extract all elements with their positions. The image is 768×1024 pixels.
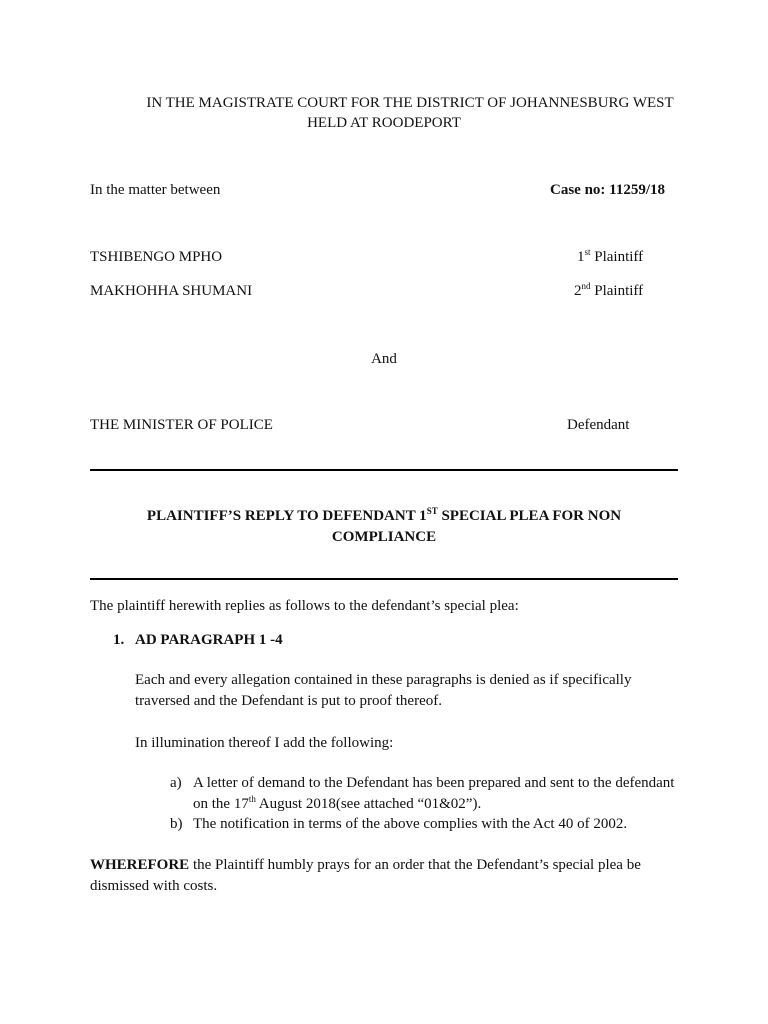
intro-paragraph: The plaintiff herewith replies as follows to the defendant’s special plea: (90, 598, 519, 614)
court-title: IN THE MAGISTRATE COURT FOR THE DISTRICT OF JOHANNESBURG WEST (146, 95, 674, 111)
list-item-b-marker: b) (170, 816, 183, 832)
case-number: Case no: 11259/18 (550, 182, 666, 198)
section-number: 1. (113, 632, 125, 648)
wherefore-paragraph: WHEREFORE the Plaintiff humbly prays for an order that the Defendant’s special plea be dismissed with costs. (90, 857, 641, 894)
plaintiff1-role: 1st Plaintiff (577, 247, 644, 265)
and-separator: And (371, 351, 397, 367)
defendant-name: THE MINISTER OF POLICE (90, 417, 273, 433)
list-item-b: The notification in terms of the above complies with the Act 40 of 2002. (193, 816, 628, 832)
section-title: AD PARAGRAPH 1 -4 (135, 632, 283, 648)
matter-label: In the matter between (90, 182, 221, 198)
defendant-role: Defendant (567, 417, 630, 433)
top-divider (90, 469, 678, 471)
plaintiff2-role: 2nd Plaintiff (574, 281, 644, 299)
list-item-a-marker: a) (170, 775, 182, 791)
denial-paragraph: Each and every allegation contained in these paragraphs is denied as if specifically traversed and the Defendant is put to proof thereof. (135, 672, 632, 709)
document-heading: PLAINTIFF’S REPLY TO DEFENDANT 1ST SPECIAL PLEA FOR NON COMPLIANCE (146, 506, 622, 545)
illumination-paragraph: In illumination thereof I add the following: (135, 735, 394, 751)
plaintiff2-name: MAKHOHHA SHUMANI (90, 283, 253, 299)
court-header (90, 93, 730, 114)
plaintiff1-name: TSHIBENGO MPHO (90, 249, 223, 265)
list-item-a: A letter of demand to the Defendant has been prepared and sent to the defendant on the 17th August 2018(see attached “01&02”). (193, 775, 675, 812)
court-location: HELD AT ROODEPORT (307, 115, 461, 131)
bottom-divider (90, 578, 678, 580)
